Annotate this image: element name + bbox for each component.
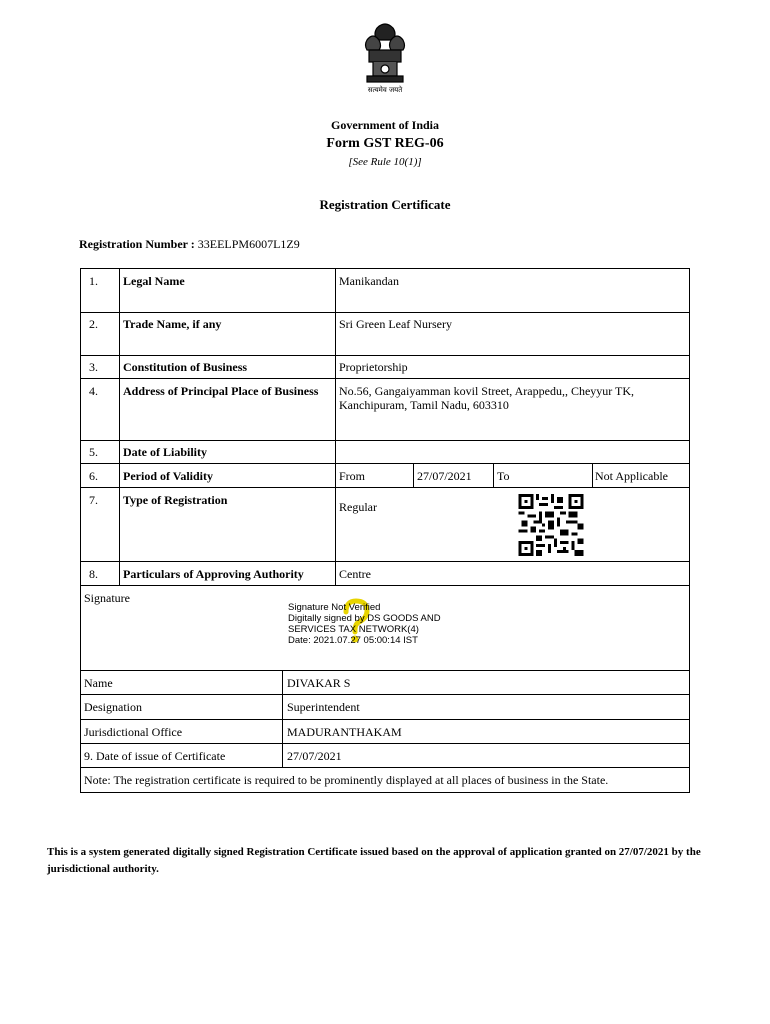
system-generated-note: This is a system generated digitally signed Registration Certificate issued based on the approval of application granted on 27/07/2021 by the jurisdictional authority. xyxy=(47,846,701,875)
validity-to-value: Not Applicable xyxy=(595,469,668,483)
designation-value: Superintendent xyxy=(287,700,360,714)
government-heading: Government of India xyxy=(331,118,439,132)
details-table xyxy=(80,268,690,586)
designation-label: Designation xyxy=(84,700,142,714)
emblem-motto: सत्यमेव जयते xyxy=(367,86,403,94)
qr-code-icon xyxy=(518,494,584,556)
rule-reference: [See Rule 10(1)] xyxy=(348,156,422,168)
issue-date-label: 9. Date of issue of Certificate xyxy=(84,749,226,763)
trade-name-value: Sri Green Leaf Nursery xyxy=(339,317,452,331)
jurisdictional-office-label: Jurisdictional Office xyxy=(84,725,183,739)
signature-signer-line1: Digitally signed by DS GOODS AND xyxy=(288,613,441,624)
display-note: Note: The registration certificate is required to be prominently displayed at all places of business in the State. xyxy=(84,773,609,787)
row-1-label: Legal Name xyxy=(123,274,185,288)
certificate-title: Registration Certificate xyxy=(319,197,451,212)
row-4-number: 4. xyxy=(89,384,98,398)
row-8-number: 8. xyxy=(89,567,98,581)
row-3-label: Constitution of Business xyxy=(123,360,248,374)
row-6-label: Period of Validity xyxy=(123,469,214,483)
row-4-label: Address of Principal Place of Business xyxy=(123,384,319,398)
row-7-label: Type of Registration xyxy=(123,493,228,507)
row-1-number: 1. xyxy=(89,274,98,288)
signature-date: Date: 2021.07.27 05:00:14 IST xyxy=(288,635,418,646)
officer-name-value: DIVAKAR S xyxy=(287,676,351,690)
signature-status: Signature Not Verified xyxy=(288,602,381,613)
validity-from-date: 27/07/2021 xyxy=(417,469,472,483)
approving-authority-value: Centre xyxy=(339,567,371,581)
digital-signature-info xyxy=(288,602,441,646)
validity-to-label: To xyxy=(497,469,510,483)
signature-label: Signature xyxy=(84,591,130,605)
row-3-number: 3. xyxy=(89,360,98,374)
row-5-number: 5. xyxy=(89,445,98,459)
form-title: Form GST REG-06 xyxy=(326,136,444,151)
officer-name-label: Name xyxy=(84,676,113,690)
issue-date-value: 27/07/2021 xyxy=(287,749,342,763)
row-8-label: Particulars of Approving Authority xyxy=(123,567,304,581)
address-value: No.56, Gangaiyamman kovil Street, Arappedu,, Cheyyur TK, Kanchipuram, Tamil Nadu, 603310 xyxy=(339,384,635,412)
row-2-label: Trade Name, if any xyxy=(123,317,222,331)
registration-number-line xyxy=(79,237,300,252)
registration-type-value: Regular xyxy=(339,500,377,514)
registration-number-value: 33EELPM6007L1Z9 xyxy=(197,237,300,251)
row-5-label: Date of Liability xyxy=(123,445,207,459)
registration-number-label: Registration Number : xyxy=(79,237,195,251)
row-2-number: 2. xyxy=(89,317,98,331)
signature-signer-line2: SERVICES TAX NETWORK(4) xyxy=(288,624,419,635)
row-6-number: 6. xyxy=(89,469,98,483)
jurisdictional-office-value: MADURANTHAKAM xyxy=(287,725,402,739)
constitution-value: Proprietorship xyxy=(339,360,408,374)
row-7-number: 7. xyxy=(89,493,98,507)
validity-from-label: From xyxy=(339,469,366,483)
legal-name-value: Manikandan xyxy=(339,274,399,288)
